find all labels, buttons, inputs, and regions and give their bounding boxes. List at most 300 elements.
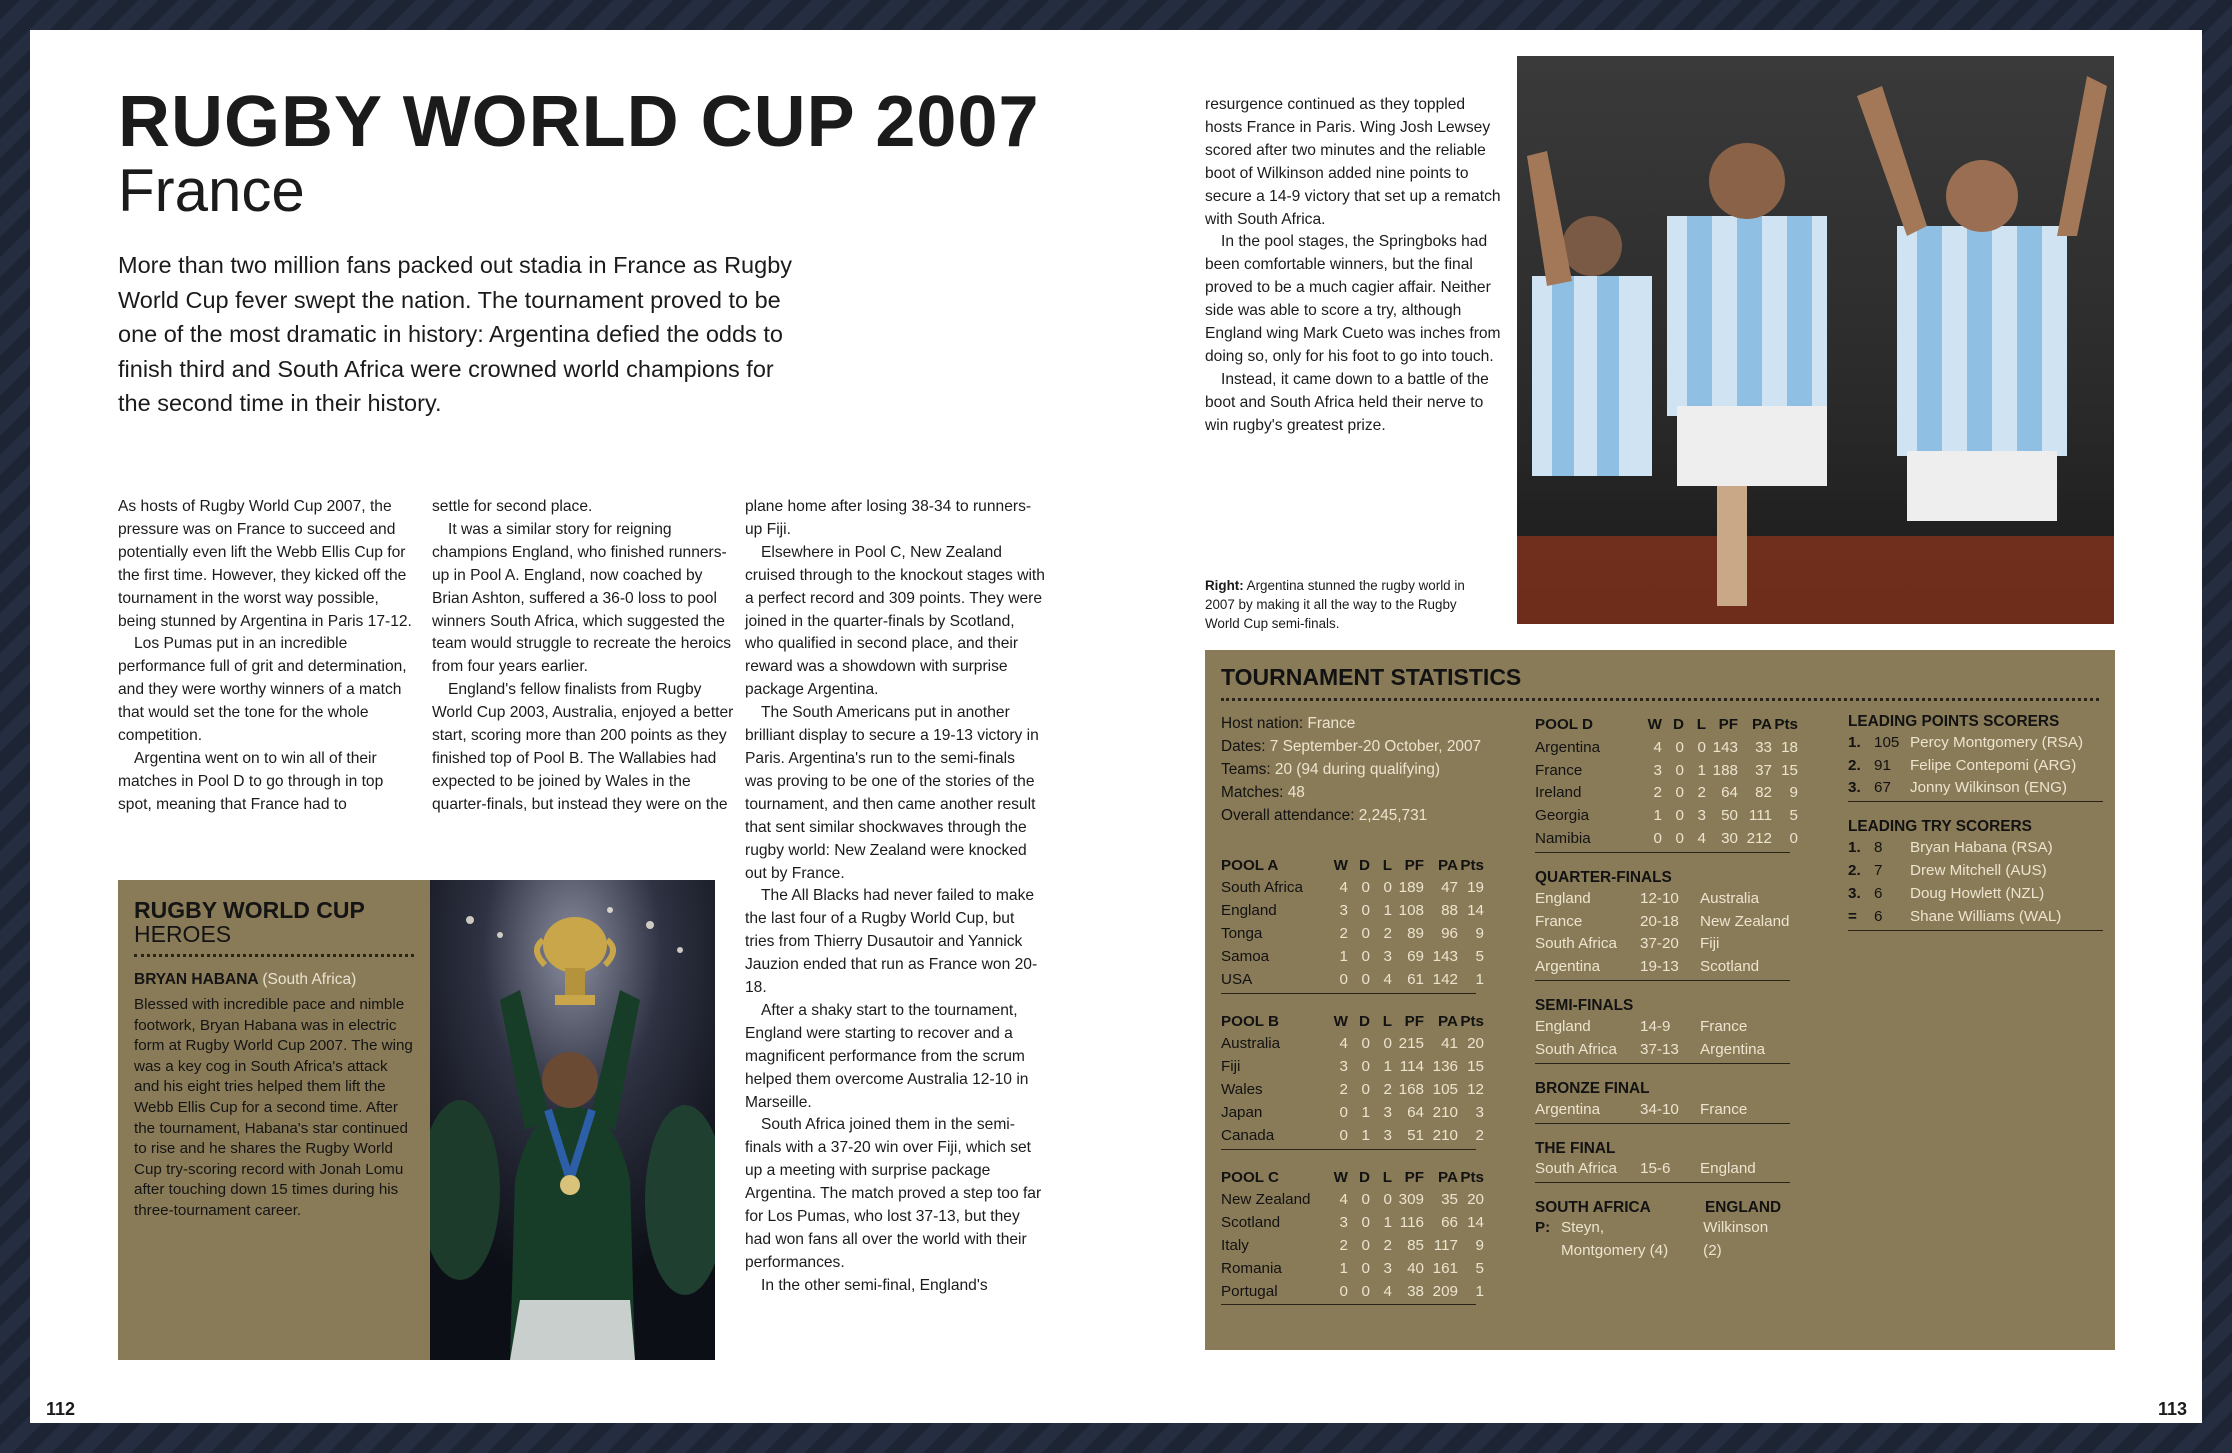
pool-row bbox=[1535, 782, 1798, 805]
intro-paragraph: More than two million fans packed out stadia in France as Rugby World Cup fever swept the nation. The tournament proved to be one of the most dramatic in history: Argentina defied the odds to finish third and South Africa were crowned world champions for the second time in their history. bbox=[118, 252, 793, 416]
team-name: Scotland bbox=[1221, 1214, 1281, 1232]
pool-header-row bbox=[1221, 1166, 1484, 1189]
paragraph: The South Americans put in another brilliant display to secure a 19-13 victory in Paris. Argentina's run to the semi-finals was proving to be one of the stories of the tournament, and then came another result that sent similar shockwaves through the rugby world: New Zealand were knocked out by France. bbox=[745, 704, 1039, 882]
pool-stat: 15 bbox=[1781, 761, 1798, 779]
loser: Fiji bbox=[1700, 935, 1720, 953]
rule bbox=[1535, 852, 1790, 853]
rank: = bbox=[1848, 907, 1857, 925]
winner: England bbox=[1535, 889, 1591, 907]
pool-stat: 33 bbox=[1755, 738, 1772, 756]
pool-stat: 116 bbox=[1399, 1214, 1424, 1232]
rule bbox=[1221, 1304, 1476, 1305]
pool-row bbox=[1221, 922, 1484, 945]
player: Percy Montgomery (RSA) bbox=[1910, 733, 2084, 751]
winner: Argentina bbox=[1535, 1100, 1601, 1118]
team-name: Japan bbox=[1221, 1103, 1263, 1121]
pool-c-table bbox=[1221, 1166, 1491, 1306]
magazine-spread bbox=[30, 30, 2202, 1423]
pool-col-header: W bbox=[1333, 856, 1348, 874]
pool-row bbox=[1221, 945, 1484, 968]
pool-stat: 0 bbox=[1339, 1126, 1348, 1144]
tournament-statistics-box bbox=[1205, 650, 2115, 1350]
pool-stat: 0 bbox=[1361, 902, 1370, 920]
loser: Argentina bbox=[1700, 1040, 1766, 1058]
pool-stat: 4 bbox=[1697, 830, 1706, 848]
pool-stat: 188 bbox=[1712, 761, 1738, 779]
pool-col-header: PA bbox=[1438, 1168, 1458, 1186]
pool-col-header: W bbox=[1333, 1012, 1348, 1030]
score: 19-13 bbox=[1640, 958, 1679, 976]
heroes-subtitle: HEROES bbox=[134, 921, 232, 947]
total: 6 bbox=[1874, 884, 1883, 902]
pool-table bbox=[1535, 713, 1798, 850]
pool-col-header: L bbox=[1382, 1012, 1392, 1030]
pool-stat: 51 bbox=[1407, 1126, 1424, 1144]
pool-stat: 88 bbox=[1441, 902, 1458, 920]
rule bbox=[1221, 993, 1476, 994]
info-host: Host nation: France bbox=[1221, 715, 1356, 732]
pool-stat: 82 bbox=[1755, 784, 1772, 802]
pool-stat: 37 bbox=[1755, 761, 1772, 779]
score: 20-18 bbox=[1640, 912, 1679, 930]
pool-stat: 0 bbox=[1383, 879, 1392, 897]
text-column-2 bbox=[432, 496, 734, 817]
pool-row bbox=[1221, 1033, 1484, 1056]
pool-stat: 35 bbox=[1441, 1191, 1458, 1209]
final-scorers bbox=[1535, 1199, 1790, 1263]
pool-stat: 0 bbox=[1361, 925, 1370, 943]
pool-row bbox=[1221, 1055, 1484, 1078]
pool-stat: 2 bbox=[1383, 1081, 1392, 1098]
leaders-table bbox=[1848, 836, 2100, 927]
leading-try-scorers bbox=[1848, 818, 2103, 930]
pool-stat: 0 bbox=[1361, 1081, 1370, 1098]
loser: Australia bbox=[1700, 889, 1760, 907]
pool-stat: 0 bbox=[1361, 1282, 1370, 1300]
text-column-1 bbox=[118, 496, 418, 817]
heroes-title: RUGBY WORLD CUP bbox=[134, 897, 365, 923]
rule bbox=[1535, 1123, 1790, 1124]
pool-name: POOL C bbox=[1221, 1168, 1279, 1186]
paragraph: plane home after losing 38-34 to runners-up Fiji. bbox=[745, 498, 1032, 538]
pool-stat: 9 bbox=[1475, 925, 1484, 943]
section-title: LEADING TRY SCORERS bbox=[1848, 818, 2032, 836]
pool-name: POOL B bbox=[1221, 1012, 1279, 1030]
caption-label: Right: bbox=[1205, 578, 1244, 593]
pool-stat: 189 bbox=[1398, 879, 1424, 897]
loser: France bbox=[1700, 1018, 1748, 1036]
team-name: Argentina bbox=[1535, 738, 1601, 756]
pool-stat: 0 bbox=[1675, 830, 1684, 848]
semi-finals bbox=[1535, 997, 1800, 1064]
pool-col-header: L bbox=[1382, 1168, 1392, 1186]
leading-points-scorers bbox=[1848, 713, 2103, 802]
the-final bbox=[1535, 1140, 1800, 1184]
pool-col-header: Pts bbox=[1460, 1168, 1484, 1186]
pool-stat: 1 bbox=[1383, 902, 1392, 920]
total: 91 bbox=[1874, 756, 1891, 774]
score: 34-10 bbox=[1640, 1100, 1679, 1118]
pool-col-header: PF bbox=[1718, 716, 1738, 733]
pool-row bbox=[1221, 1101, 1484, 1124]
team-name: Australia bbox=[1221, 1035, 1281, 1053]
photo-illustration bbox=[1517, 56, 2114, 624]
leader-row bbox=[1848, 754, 2100, 777]
pool-table bbox=[1221, 1166, 1484, 1303]
hero-country: (South Africa) bbox=[262, 971, 357, 988]
team-name: Georgia bbox=[1535, 807, 1590, 825]
pool-stat: 96 bbox=[1441, 925, 1458, 943]
team-name: England bbox=[1221, 902, 1277, 920]
pool-stat: 0 bbox=[1653, 830, 1662, 848]
winner: South Africa bbox=[1535, 935, 1617, 953]
pool-col-header: Pts bbox=[1774, 716, 1798, 733]
result-row bbox=[1535, 1098, 1800, 1121]
pool-stat: 111 bbox=[1748, 807, 1772, 825]
pool-stat: 66 bbox=[1441, 1214, 1458, 1232]
pool-row bbox=[1535, 804, 1798, 827]
pool-row bbox=[1221, 877, 1484, 900]
pool-row bbox=[1221, 968, 1484, 991]
pool-stat: 209 bbox=[1432, 1282, 1458, 1300]
paragraph: In the pool stages, the Springboks had been comfortable winners, but the final proved to be a much cagier affair. Neither side was able to score a try, although England wing Mark Cueto was inches from doing so, only for his foot to go into touch. bbox=[1205, 233, 1501, 365]
pool-row bbox=[1221, 1280, 1484, 1303]
pool-name: POOL D bbox=[1535, 716, 1593, 733]
pool-stat: 4 bbox=[1339, 1035, 1348, 1053]
pool-stat: 210 bbox=[1432, 1126, 1458, 1144]
pool-stat: 0 bbox=[1675, 807, 1684, 825]
pool-stat: 2 bbox=[1475, 1126, 1484, 1144]
pool-stat: 3 bbox=[1383, 947, 1392, 965]
total: 7 bbox=[1874, 862, 1883, 880]
final-team-2: ENGLAND bbox=[1705, 1199, 1782, 1217]
winner: Argentina bbox=[1535, 958, 1601, 976]
pool-stat: 1 bbox=[1697, 761, 1706, 779]
result-row bbox=[1535, 1158, 1800, 1181]
pool-stat: 14 bbox=[1467, 1214, 1484, 1232]
paragraph: England's fellow finalists from Rugby World Cup 2003, Australia, enjoyed a better start, scoring more than 200 points as they finished top of Pool B. The Wallabies had expected to be joined by Wales in the quarter-finals, but instead they were on the bbox=[432, 681, 734, 813]
pool-stat: 0 bbox=[1339, 970, 1348, 988]
pool-stat: 0 bbox=[1361, 947, 1370, 965]
pool-stat: 1 bbox=[1339, 1259, 1348, 1277]
pool-header-row bbox=[1535, 713, 1798, 736]
team-name: Samoa bbox=[1221, 947, 1270, 965]
pool-stat: 1 bbox=[1653, 807, 1662, 825]
pool-name: POOL A bbox=[1221, 856, 1279, 874]
team-name: Ireland bbox=[1535, 784, 1582, 802]
section-title: BRONZE FINAL bbox=[1535, 1079, 1650, 1097]
paragraph: Argentina went on to win all of their matches in Pool D to go through in top spot, meaning that France had to bbox=[118, 749, 384, 813]
pool-col-header: PF bbox=[1404, 1168, 1424, 1186]
pool-col-header: L bbox=[1696, 716, 1706, 733]
section-title: QUARTER-FINALS bbox=[1535, 868, 1672, 886]
team-name: Tonga bbox=[1221, 925, 1263, 943]
bronze-final bbox=[1535, 1080, 1800, 1124]
pool-col-header: D bbox=[1359, 1168, 1370, 1186]
pool-stat: 64 bbox=[1721, 784, 1738, 802]
pool-stat: 0 bbox=[1361, 970, 1370, 988]
pool-stat: 20 bbox=[1467, 1035, 1484, 1053]
pool-stat: 108 bbox=[1398, 902, 1424, 920]
pool-stat: 0 bbox=[1339, 1282, 1348, 1300]
rank: 1. bbox=[1848, 733, 1861, 751]
pool-col-header: W bbox=[1647, 716, 1662, 733]
paragraph: As hosts of Rugby World Cup 2007, the pressure was on France to succeed and potentially even lift the Webb Ellis Cup for the first time. However, they kicked off the tournament in the worst way possible, being stunned by Argentina in Paris 17-12. bbox=[118, 498, 412, 630]
hero-name bbox=[134, 971, 414, 989]
results-table bbox=[1535, 1015, 1800, 1061]
rank: 2. bbox=[1848, 756, 1861, 774]
team1-scorer: Montgomery (4) bbox=[1561, 1242, 1669, 1260]
loser: Scotland bbox=[1700, 958, 1760, 976]
pool-stat: 3 bbox=[1339, 902, 1348, 920]
rule bbox=[1848, 801, 2103, 802]
pool-row bbox=[1221, 1211, 1484, 1234]
total: 6 bbox=[1874, 907, 1883, 925]
results-table bbox=[1535, 887, 1800, 978]
pool-col-header: D bbox=[1359, 1012, 1370, 1030]
rule bbox=[1535, 1063, 1790, 1064]
pool-stat: 0 bbox=[1361, 1191, 1370, 1209]
pool-stat: 3 bbox=[1653, 761, 1662, 779]
player: Bryan Habana (RSA) bbox=[1910, 839, 2053, 857]
team-name: Romania bbox=[1221, 1259, 1282, 1277]
page-number-left: 112 bbox=[46, 1399, 76, 1419]
pool-stat: 85 bbox=[1407, 1236, 1424, 1254]
pool-stat: 212 bbox=[1746, 830, 1772, 848]
pool-stat: 41 bbox=[1441, 1035, 1458, 1053]
total: 67 bbox=[1874, 779, 1891, 797]
section-title: LEADING POINTS SCORERS bbox=[1848, 713, 2060, 730]
pool-row bbox=[1535, 827, 1798, 850]
pool-stat: 1 bbox=[1475, 1282, 1484, 1300]
paragraph: Instead, it came down to a battle of the boot and South Africa held their nerve to win rugby's greatest prize. bbox=[1205, 370, 1489, 434]
dotted-divider bbox=[134, 954, 414, 957]
result-row bbox=[1535, 910, 1800, 933]
final-team-1: SOUTH AFRICA bbox=[1535, 1199, 1651, 1217]
pool-stat: 114 bbox=[1399, 1058, 1424, 1076]
team-name: Italy bbox=[1221, 1236, 1249, 1254]
pool-stat: 0 bbox=[1339, 1103, 1348, 1121]
pool-stat: 12 bbox=[1467, 1081, 1484, 1098]
pool-col-header: PF bbox=[1404, 1012, 1424, 1030]
player: Jonny Wilkinson (ENG) bbox=[1910, 779, 2067, 797]
pool-row bbox=[1535, 736, 1798, 759]
photo-illustration bbox=[430, 880, 715, 1360]
final-teams bbox=[1535, 1199, 1790, 1217]
score: 14-9 bbox=[1640, 1018, 1671, 1036]
leader-row bbox=[1848, 882, 2100, 905]
leader-row bbox=[1848, 836, 2100, 859]
rank: 3. bbox=[1848, 779, 1861, 797]
loser: France bbox=[1700, 1100, 1748, 1118]
pool-stat: 4 bbox=[1339, 879, 1348, 897]
pool-col-header: PA bbox=[1438, 856, 1458, 874]
paragraph: It was a similar story for reigning champions England, who finished runners-up in Pool A. England, now coached by Brian Ashton, suffered a 36-0 loss to pool winners South Africa, which suggested the team would struggle to recreate the heroics from four years earlier. bbox=[432, 520, 732, 676]
winner: France bbox=[1535, 912, 1583, 930]
pool-col-header: PA bbox=[1752, 716, 1772, 733]
result-row bbox=[1535, 933, 1800, 956]
pool-stat: 1 bbox=[1339, 947, 1348, 965]
leader-row bbox=[1848, 859, 2100, 882]
pool-stat: 142 bbox=[1432, 970, 1458, 988]
team1-scorer: Steyn, bbox=[1561, 1219, 1605, 1237]
pool-stat: 9 bbox=[1789, 784, 1798, 802]
result-row bbox=[1535, 1015, 1800, 1038]
pool-stat: 9 bbox=[1475, 1236, 1484, 1254]
section-title: THE FINAL bbox=[1535, 1139, 1616, 1157]
loser: England bbox=[1700, 1160, 1756, 1178]
pool-stat: 0 bbox=[1361, 1259, 1370, 1277]
caption-text: Argentina stunned the rugby world in 2007 by making it all the way to the Rugby World Cup semi-finals. bbox=[1205, 578, 1465, 632]
pool-stat: 168 bbox=[1398, 1081, 1424, 1098]
pool-stat: 2 bbox=[1339, 1081, 1348, 1098]
pool-stat: 20 bbox=[1467, 1191, 1484, 1209]
pool-stat: 2 bbox=[1653, 784, 1662, 802]
result-row bbox=[1535, 1038, 1800, 1061]
info-dates: Dates: 7 September-20 October, 2007 bbox=[1221, 737, 1482, 755]
hero-player: BRYAN HABANA bbox=[134, 971, 259, 988]
pool-col-header: D bbox=[1359, 856, 1370, 874]
pool-stat: 136 bbox=[1432, 1058, 1458, 1076]
winner: South Africa bbox=[1535, 1040, 1617, 1058]
points-label: P: bbox=[1535, 1219, 1551, 1237]
final-points bbox=[1535, 1217, 1790, 1263]
pool-stat: 0 bbox=[1675, 761, 1684, 779]
pool-stat: 15 bbox=[1467, 1058, 1484, 1076]
pool-col-header: Pts bbox=[1460, 1012, 1484, 1030]
loser: New Zealand bbox=[1700, 912, 1790, 930]
pool-stat: 50 bbox=[1721, 807, 1738, 825]
pool-stat: 5 bbox=[1475, 1259, 1484, 1277]
pool-col-header: D bbox=[1673, 716, 1684, 733]
leader-row bbox=[1848, 777, 2100, 800]
paragraph: settle for second place. bbox=[432, 498, 593, 515]
player: Felipe Contepomi (ARG) bbox=[1910, 756, 2077, 774]
pool-col-header: PA bbox=[1438, 1012, 1458, 1030]
hero-bio: Blessed with incredible pace and nimble footwork, Bryan Habana was in electric form at Rugby World Cup 2007. The wing was a key cog in South Africa's attack and his eight tries helped them lift the Webb Ellis Cup for a second time. After the tournament, Habana's star continued to rise and he shares the Rugby World Cup try-scoring record with Jonah Lomu after touching down 15 times during his three-tournament career. bbox=[134, 996, 413, 1219]
pool-stat: 18 bbox=[1781, 738, 1798, 756]
paragraph: South Africa joined them in the semi-finals with a 37-20 win over Fiji, which set up a meeting with surprise package Argentina. The match proved a step too far for Los Pumas, who lost 37-13, but they had won fans all over the world with their performances. bbox=[745, 1116, 1042, 1271]
team-name: Portugal bbox=[1221, 1282, 1278, 1300]
pool-col-header: L bbox=[1382, 856, 1392, 874]
stats-column-1 bbox=[1221, 713, 1491, 1305]
score: 37-20 bbox=[1640, 935, 1679, 953]
pool-stat: 0 bbox=[1383, 1191, 1392, 1209]
habana-trophy-photo bbox=[430, 880, 715, 1360]
pool-stat: 1 bbox=[1475, 970, 1484, 988]
pool-stat: 0 bbox=[1361, 1035, 1370, 1053]
result-row bbox=[1535, 887, 1800, 910]
info-attendance: Overall attendance: 2,245,731 bbox=[1221, 806, 1428, 824]
pool-row bbox=[1221, 1234, 1484, 1257]
pool-stat: 0 bbox=[1675, 784, 1684, 802]
rule bbox=[1221, 1149, 1476, 1150]
pool-stat: 1 bbox=[1383, 1058, 1392, 1076]
pool-stat: 61 bbox=[1407, 970, 1424, 988]
dotted-divider bbox=[1221, 698, 2099, 701]
pool-stat: 4 bbox=[1383, 1282, 1392, 1300]
player: Doug Howlett (NZL) bbox=[1910, 884, 2045, 902]
rule bbox=[1535, 980, 1790, 981]
pool-header-row bbox=[1221, 854, 1484, 877]
pool-stat: 210 bbox=[1432, 1103, 1458, 1121]
score: 15-6 bbox=[1640, 1160, 1671, 1178]
pool-stat: 143 bbox=[1712, 738, 1738, 756]
argentina-celebration-photo bbox=[1517, 56, 2114, 624]
total: 105 bbox=[1874, 733, 1900, 751]
pool-stat: 14 bbox=[1467, 902, 1484, 920]
pool-stat: 0 bbox=[1361, 1058, 1370, 1076]
pool-stat: 30 bbox=[1721, 830, 1738, 848]
pool-stat: 5 bbox=[1475, 947, 1484, 965]
quarter-finals bbox=[1535, 869, 1800, 981]
rank: 2. bbox=[1848, 862, 1861, 880]
pool-stat: 64 bbox=[1407, 1103, 1424, 1121]
paragraph: After a shaky start to the tournament, England were starting to recover and a magnificent performance from the scrum helped them overcome Australia 12-10 in Marseille. bbox=[745, 1001, 1029, 1111]
text-column-3 bbox=[745, 496, 1045, 1298]
pool-b-table bbox=[1221, 1010, 1491, 1150]
pool-stat: 40 bbox=[1407, 1259, 1424, 1277]
pool-stat: 215 bbox=[1398, 1035, 1424, 1053]
team-name: Wales bbox=[1221, 1081, 1263, 1098]
pool-row bbox=[1221, 899, 1484, 922]
leader-row bbox=[1848, 731, 2100, 754]
rule bbox=[1848, 930, 2103, 931]
pool-col-header: Pts bbox=[1460, 856, 1484, 874]
pool-stat: 19 bbox=[1467, 879, 1484, 897]
team-name: Fiji bbox=[1221, 1058, 1241, 1076]
section-title: SEMI-FINALS bbox=[1535, 997, 1634, 1015]
total: 8 bbox=[1874, 839, 1883, 857]
results-table bbox=[1535, 1098, 1800, 1121]
pool-stat: 3 bbox=[1339, 1214, 1348, 1232]
winner: South Africa bbox=[1535, 1160, 1617, 1178]
page-number-right: 113 bbox=[2158, 1399, 2188, 1419]
player: Shane Williams (WAL) bbox=[1910, 907, 2062, 925]
pool-stat: 89 bbox=[1407, 925, 1424, 943]
pool-table bbox=[1221, 854, 1484, 991]
pool-row bbox=[1221, 1078, 1484, 1101]
page-subtitle: France bbox=[118, 157, 305, 224]
pool-stat: 2 bbox=[1339, 1236, 1348, 1254]
paragraph: Los Pumas put in an incredible performance full of grit and determination, and they were worthy winners of a match that would set the tone for the whole competition. bbox=[118, 635, 407, 745]
info-matches: Matches: 48 bbox=[1221, 783, 1305, 801]
pool-header-row bbox=[1221, 1010, 1484, 1033]
winner: England bbox=[1535, 1018, 1591, 1036]
player: Drew Mitchell (AUS) bbox=[1910, 862, 2047, 880]
pool-stat: 0 bbox=[1361, 1236, 1370, 1254]
pool-stat: 2 bbox=[1339, 925, 1348, 943]
pool-stat: 4 bbox=[1653, 738, 1662, 756]
pool-a-table bbox=[1221, 854, 1491, 994]
team-name: USA bbox=[1221, 970, 1253, 988]
rank: 3. bbox=[1848, 884, 1861, 902]
pool-stat: 4 bbox=[1339, 1191, 1348, 1209]
rank: 1. bbox=[1848, 839, 1861, 857]
pool-table bbox=[1221, 1010, 1484, 1147]
pool-stat: 3 bbox=[1339, 1058, 1348, 1076]
pool-stat: 0 bbox=[1789, 830, 1798, 848]
pool-stat: 117 bbox=[1433, 1236, 1458, 1254]
pool-col-header: W bbox=[1333, 1168, 1348, 1186]
rule bbox=[1535, 1182, 1790, 1183]
stats-column-3 bbox=[1848, 713, 2103, 931]
pool-stat: 0 bbox=[1383, 1035, 1392, 1053]
leader-row bbox=[1848, 905, 2100, 928]
pool-stat: 161 bbox=[1432, 1259, 1458, 1277]
pool-col-header: PF bbox=[1404, 856, 1424, 874]
score: 37-13 bbox=[1640, 1040, 1679, 1058]
